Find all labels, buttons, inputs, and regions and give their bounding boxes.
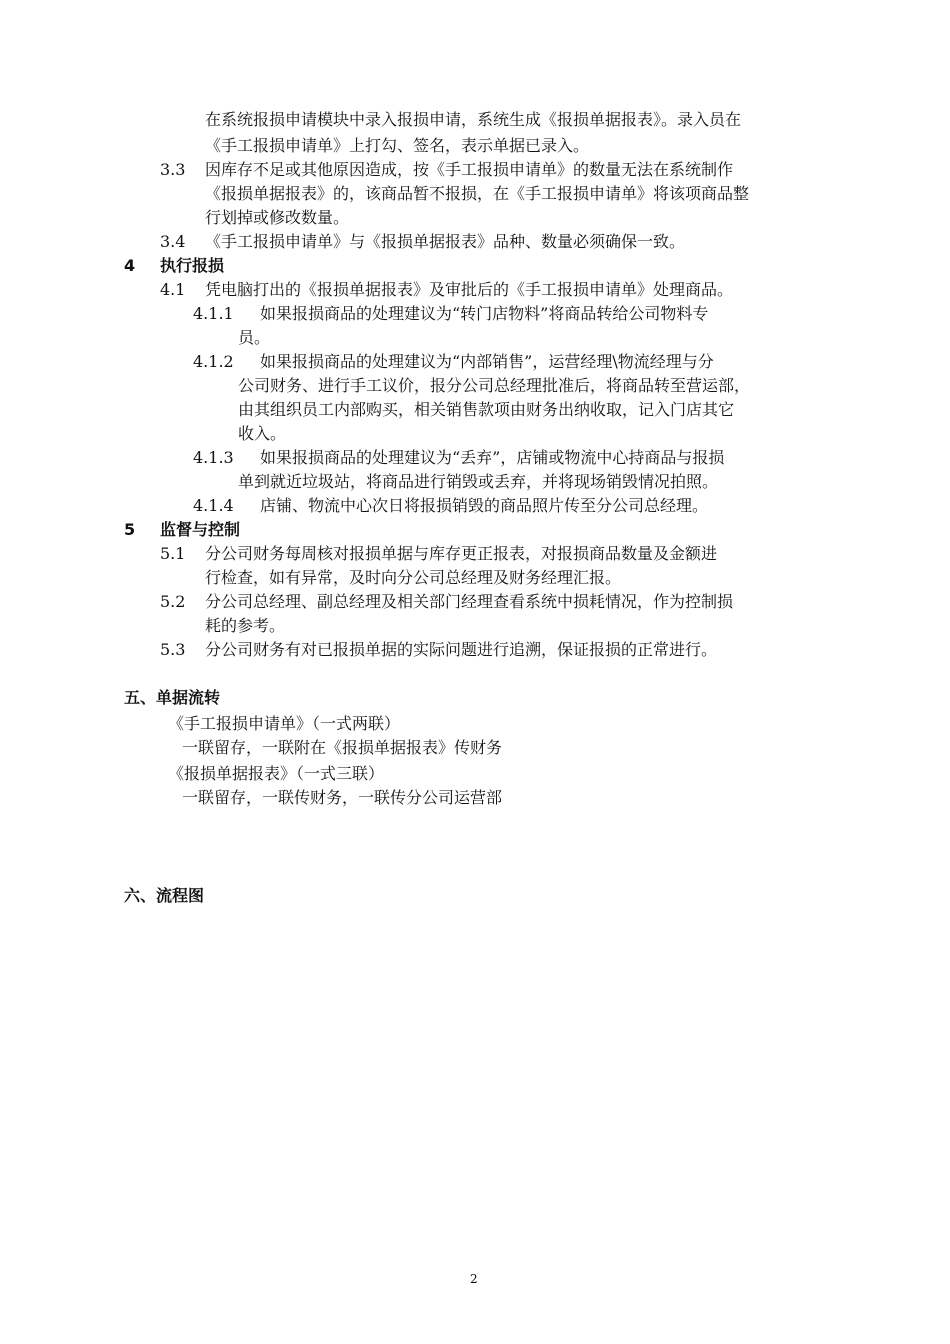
item-5-1-line-1: 分公司财务每周核对报损单据与库存更正报表，对报损商品数量及金额进 (205, 544, 718, 563)
form-1-name: 《手工报损申请单》（一式两联） (168, 714, 401, 733)
item-5-1-line-2: 行检查，如有异常，及时向分公司总经理及财务经理汇报。 (205, 568, 622, 587)
item-4-1-3-line-1: 如果报损商品的处理建议为“丢弃”，店铺或物流中心持商品与报损 (260, 448, 725, 467)
continuation-line-2: 《手工报损申请单》上打勾、签名，表示单据已录入。 (205, 136, 590, 155)
section-4-number: 4 (124, 256, 136, 275)
item-3-3-line-2: 《报损单据报表》的，该商品暂不报损，在《手工报损申请单》将该项商品整 (205, 184, 750, 203)
item-3-3-number: 3.3 (160, 160, 186, 179)
item-4-1-2-line-4: 收入。 (238, 424, 287, 443)
form-2-name: 《报损单据报表》（一式三联） (168, 764, 385, 783)
item-4-1-1-number: 4.1.1 (193, 304, 234, 323)
form-2-description: 一联留存，一联传财务，一联传分公司运营部 (182, 788, 503, 807)
item-4-1-3-line-2: 单到就近垃圾站，将商品进行销毁或丢弃，并将现场销毁情况拍照。 (238, 472, 719, 491)
item-5-2-line-2: 耗的参考。 (205, 616, 286, 635)
section-4-title: 执行报损 (160, 256, 225, 275)
page-number: 2 (470, 1272, 478, 1286)
item-4-1-4-line-1: 店铺、物流中心次日将报损销毁的商品照片传至分公司总经理。 (260, 496, 709, 515)
item-5-2-line-1: 分公司总经理、副总经理及相关部门经理查看系统中损耗情况，作为控制损 (205, 592, 734, 611)
item-5-3-line-1: 分公司财务有对已报损单据的实际问题进行追溯，保证报损的正常进行。 (205, 640, 718, 659)
item-5-3-number: 5.3 (160, 640, 186, 659)
item-3-3-line-1: 因库存不足或其他原因造成，按《手工报损申请单》的数量无法在系统制作 (205, 160, 734, 179)
item-3-4-line-1: 《手工报损申请单》与《报损单据报表》品种、数量必须确保一致。 (205, 232, 686, 251)
section-5-title: 监督与控制 (160, 520, 241, 539)
item-4-1-number: 4.1 (160, 280, 186, 299)
item-4-1-2-line-3: 由其组织员工内部购买，相关销售款项由财务出纳收取，记入门店其它 (238, 400, 735, 419)
item-3-4-number: 3.4 (160, 232, 186, 251)
item-4-1-3-number: 4.1.3 (193, 448, 234, 467)
item-4-1-2-line-1: 如果报损商品的处理建议为“内部销售”，运营经理\物流经理与分 (260, 352, 714, 371)
item-4-1-2-line-2: 公司财务、进行手工议价，报分公司总经理批准后，将商品转至营运部， (238, 376, 751, 395)
item-3-3-line-3: 行划掉或修改数量。 (205, 208, 350, 227)
item-4-1-1-line-1: 如果报损商品的处理建议为“转门店物料”将商品转给公司物料专 (260, 304, 709, 323)
item-5-2-number: 5.2 (160, 592, 186, 611)
item-4-1-4-number: 4.1.4 (193, 496, 234, 515)
section-six-title: 六、流程图 (124, 886, 205, 905)
item-4-1-2-number: 4.1.2 (193, 352, 234, 371)
section-five-title: 五、单据流转 (124, 688, 221, 707)
item-4-1-line-1: 凭电脑打出的《报损单据报表》及审批后的《手工报损申请单》处理商品。 (205, 280, 734, 299)
continuation-line-1: 在系统报损申请模块中录入报损申请，系统生成《报损单据报表》。录入员在 (205, 110, 742, 129)
item-5-1-number: 5.1 (160, 544, 186, 563)
item-4-1-1-line-2: 员。 (238, 328, 271, 347)
section-5-number: 5 (124, 520, 136, 539)
form-1-description: 一联留存，一联附在《报损单据报表》传财务 (182, 738, 503, 757)
